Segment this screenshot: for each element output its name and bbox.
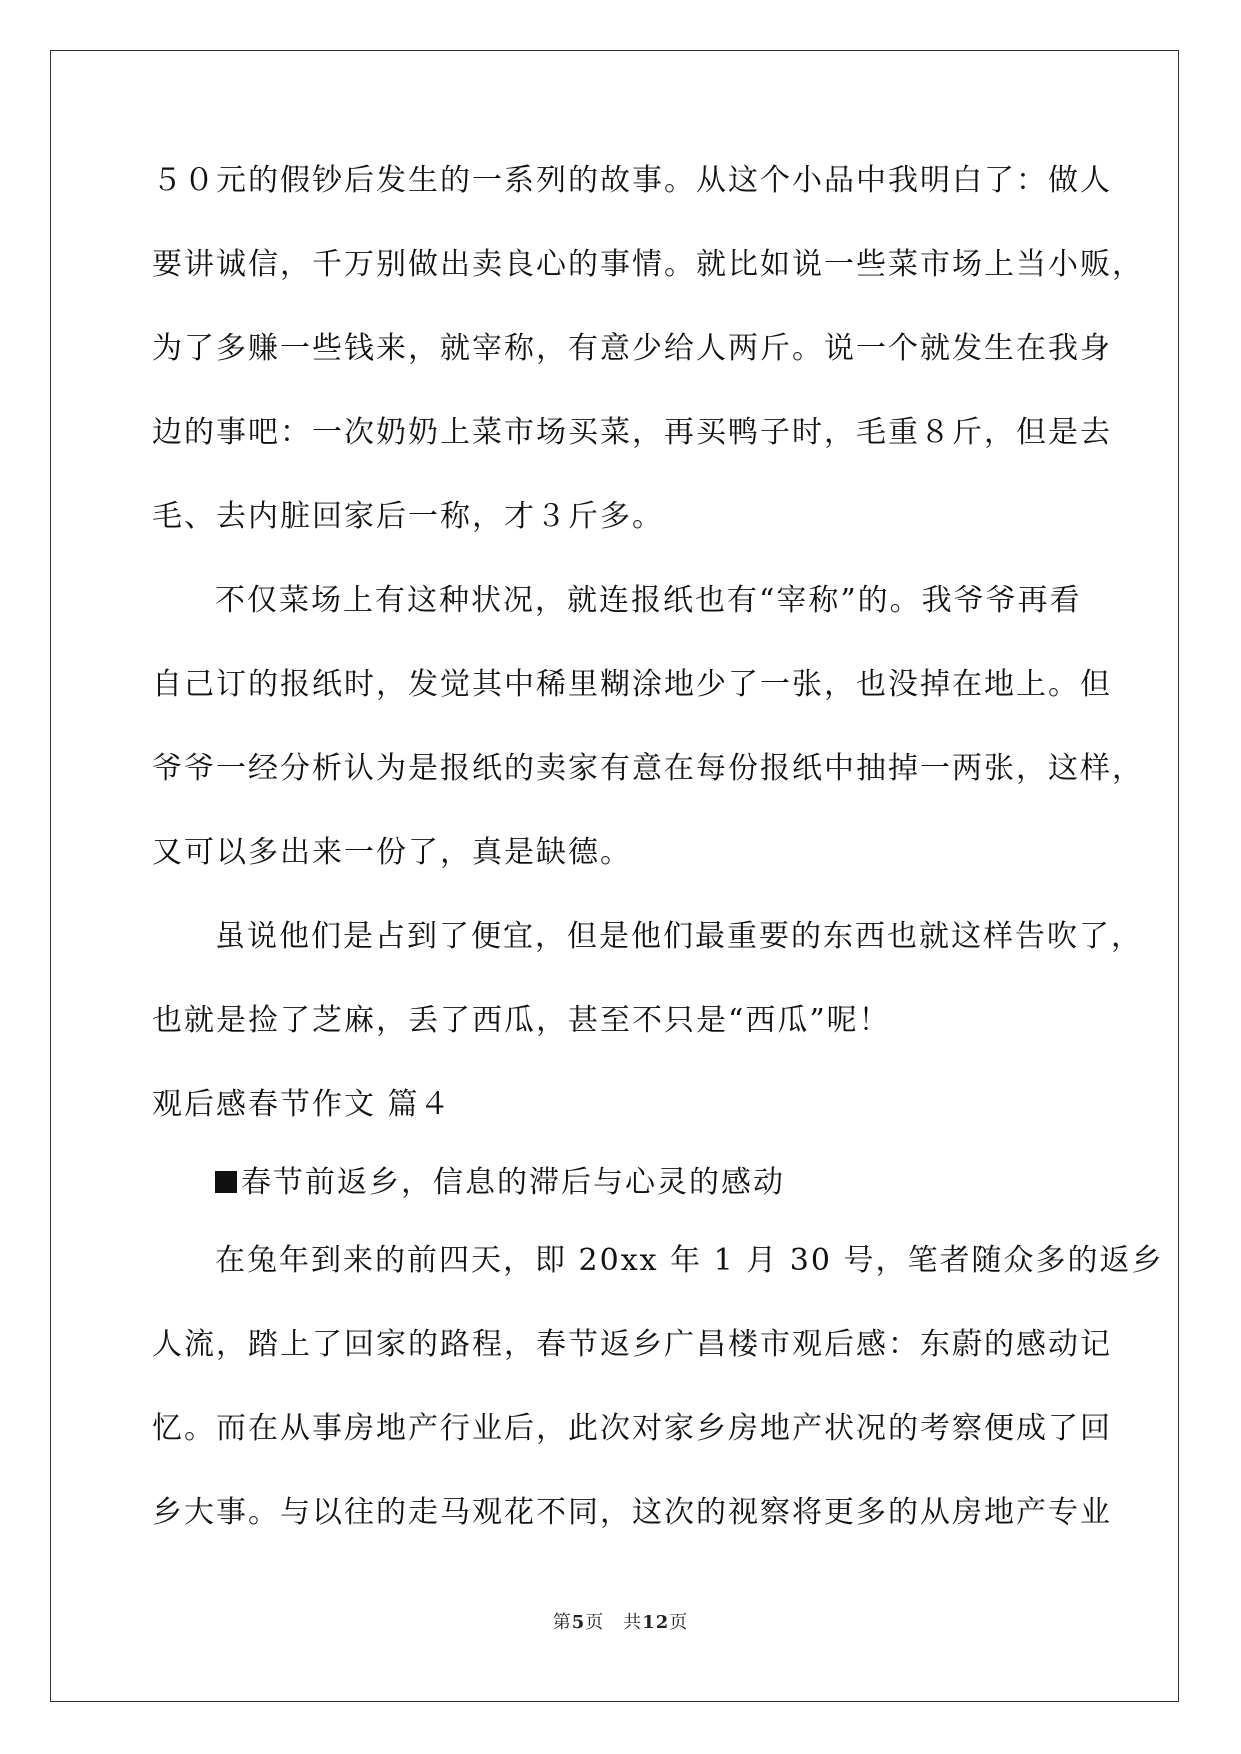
text-line: 不仅菜场上有这种状况，就连报纸也有“宰称”的。我爷爷再看 [215,583,1082,618]
text-line: 忆。而在从事房地产行业后，此次对家乡房地产状况的考察便成了回 [152,1411,1112,1446]
text-line: 毛、去内脏回家后一称，才３斤多。 [152,499,664,534]
text-line: 爷爷一经分析认为是报纸的卖家有意在每份报纸中抽掉一两张，这样， [152,751,1144,786]
paragraph-1 [152,159,1144,579]
footer-prefix: 第 [552,1612,572,1633]
text-line: 要讲诚信，千万别做出卖良心的事情。就比如说一些菜市场上当小贩， [152,247,1144,282]
page-footer [0,1608,1241,1634]
document-body [152,159,1164,1575]
text-line: 虽说他们是占到了便宜，但是他们最重要的东西也就这样告吹了， [215,919,1143,954]
paragraph-4 [152,1239,1164,1575]
text-line: 边的事吧：一次奶奶上菜市场买菜，再买鸭子时，毛重８斤，但是去 [152,415,1112,450]
text-line: 在兔年到来的前四天，即 20xx 年 1 月 30 号，笔者随众多的返乡 [215,1243,1164,1278]
text-line: 也就是捡了芝麻，丢了西瓜，甚至不只是“西瓜”呢！ [152,1003,891,1038]
text-line: 又可以多出来一份了，真是缺德。 [152,835,632,870]
footer-suffix: 页 [669,1612,689,1633]
total-page-count: 12 [642,1612,670,1633]
section-heading: 观后感春节作文 篇４ [152,1087,452,1122]
text-line: 自己订的报纸时，发觉其中稀里糊涂地少了一张，也没掉在地上。但 [152,667,1112,702]
text-line: 乡大事。与以往的走马观花不同，这次的视察将更多的从房地产专业 [152,1495,1112,1530]
text-line: ５０元的假钞后发生的一系列的故事。从这个小品中我明白了：做人 [152,163,1112,198]
text-line: 为了多赚一些钱来，就宰称，有意少给人两斤。说一个就发生在我身 [152,331,1112,366]
black-square-bullet-icon [215,1171,237,1193]
current-page-number: 5 [571,1612,586,1633]
footer-middle: 页 共 [585,1612,643,1633]
paragraph-3 [152,915,1143,1083]
text-line: 人流，踏上了回家的路程，春节返乡广昌楼市观后感：东蔚的感动记 [152,1327,1112,1362]
bullet-heading [152,1161,1087,1239]
bullet-heading-text: 春节前返乡，信息的滞后与心灵的感动 [241,1165,785,1200]
paragraph-2 [152,579,1144,915]
